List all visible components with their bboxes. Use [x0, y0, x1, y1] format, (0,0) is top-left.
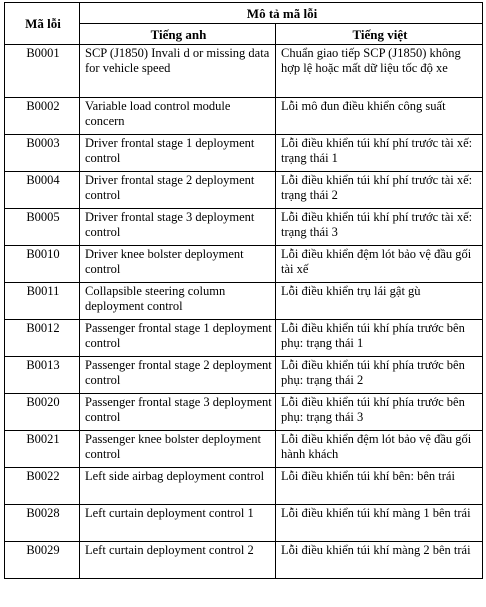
table-row	[5, 135, 483, 172]
english-cell: Driver frontal stage 2 deployment control	[80, 172, 276, 209]
vietnamese-cell: Lỗi điều khiển túi khí phí trước tài xế: trạng thái 1	[276, 135, 483, 172]
english-column-header: Tiếng anh	[80, 24, 276, 45]
table-row	[5, 209, 483, 246]
table-row	[5, 394, 483, 431]
english-cell: SCP (J1850) Invali d or missing data for vehicle speed	[80, 45, 276, 98]
table-header	[5, 3, 483, 45]
table-row	[5, 98, 483, 135]
table-row	[5, 542, 483, 579]
vietnamese-cell: Lỗi điều khiển túi khí phí trước tài xế: trạng thái 2	[276, 172, 483, 209]
vietnamese-cell: Lỗi điều khiển trụ lái gật gù	[276, 283, 483, 320]
code-cell: B0020	[5, 394, 80, 431]
english-cell: Collapsible steering column deployment control	[80, 283, 276, 320]
vietnamese-cell: Lỗi điều khiển đệm lót bảo vệ đầu gối tài xế	[276, 246, 483, 283]
english-cell: Driver knee bolster deployment control	[80, 246, 276, 283]
table-row	[5, 320, 483, 357]
vietnamese-cell: Lỗi điều khiển túi khí bên: bên trái	[276, 468, 483, 505]
english-cell: Passenger frontal stage 2 deployment control	[80, 357, 276, 394]
code-cell: B0013	[5, 357, 80, 394]
code-cell: B0010	[5, 246, 80, 283]
english-cell: Passenger knee bolster deployment control	[80, 431, 276, 468]
code-cell: B0022	[5, 468, 80, 505]
code-cell: B0029	[5, 542, 80, 579]
code-cell: B0012	[5, 320, 80, 357]
table-row	[5, 246, 483, 283]
table-row	[5, 45, 483, 98]
english-cell: Passenger frontal stage 3 deployment control	[80, 394, 276, 431]
vietnamese-cell: Lỗi mô đun điều khiển công suất	[276, 98, 483, 135]
vietnamese-cell: Lỗi điều khiển túi khí phía trước bên phụ: trạng thái 2	[276, 357, 483, 394]
vietnamese-cell: Lỗi điều khiển túi khí màng 1 bên trái	[276, 505, 483, 542]
table-body	[5, 45, 483, 579]
vietnamese-cell: Lỗi điều khiển túi khí phí trước tài xế: trạng thái 3	[276, 209, 483, 246]
table-row	[5, 431, 483, 468]
table-row	[5, 505, 483, 542]
english-cell: Left side airbag deployment control	[80, 468, 276, 505]
table-row	[5, 283, 483, 320]
vietnamese-column-header: Tiếng việt	[276, 24, 483, 45]
english-cell: Passenger frontal stage 1 deployment control	[80, 320, 276, 357]
vietnamese-cell: Lỗi điều khiển túi khí phía trước bên phụ: trạng thái 3	[276, 394, 483, 431]
vietnamese-cell: Lỗi điều khiển túi khí màng 2 bên trái	[276, 542, 483, 579]
code-cell: B0011	[5, 283, 80, 320]
english-cell: Driver frontal stage 3 deployment control	[80, 209, 276, 246]
english-cell: Variable load control module concern	[80, 98, 276, 135]
english-cell: Left curtain deployment control 1	[80, 505, 276, 542]
table-row	[5, 357, 483, 394]
code-cell: B0028	[5, 505, 80, 542]
english-cell: Left curtain deployment control 2	[80, 542, 276, 579]
code-cell: B0003	[5, 135, 80, 172]
code-column-header: Mã lỗi	[5, 3, 80, 45]
english-cell: Driver frontal stage 1 deployment control	[80, 135, 276, 172]
table-row	[5, 468, 483, 505]
vietnamese-cell: Lỗi điều khiển túi khí phía trước bên phụ: trạng thái 1	[276, 320, 483, 357]
code-cell: B0005	[5, 209, 80, 246]
vietnamese-cell: Lỗi điều khiển đệm lót bảo vệ đầu gối hành khách	[276, 431, 483, 468]
error-code-table	[4, 2, 483, 579]
description-group-header: Mô tả mã lỗi	[80, 3, 483, 24]
table-row	[5, 172, 483, 209]
code-cell: B0021	[5, 431, 80, 468]
code-cell: B0002	[5, 98, 80, 135]
code-cell: B0001	[5, 45, 80, 98]
code-cell: B0004	[5, 172, 80, 209]
vietnamese-cell: Chuẩn giao tiếp SCP (J1850) không hợp lệ hoặc mất dữ liệu tốc độ xe	[276, 45, 483, 98]
